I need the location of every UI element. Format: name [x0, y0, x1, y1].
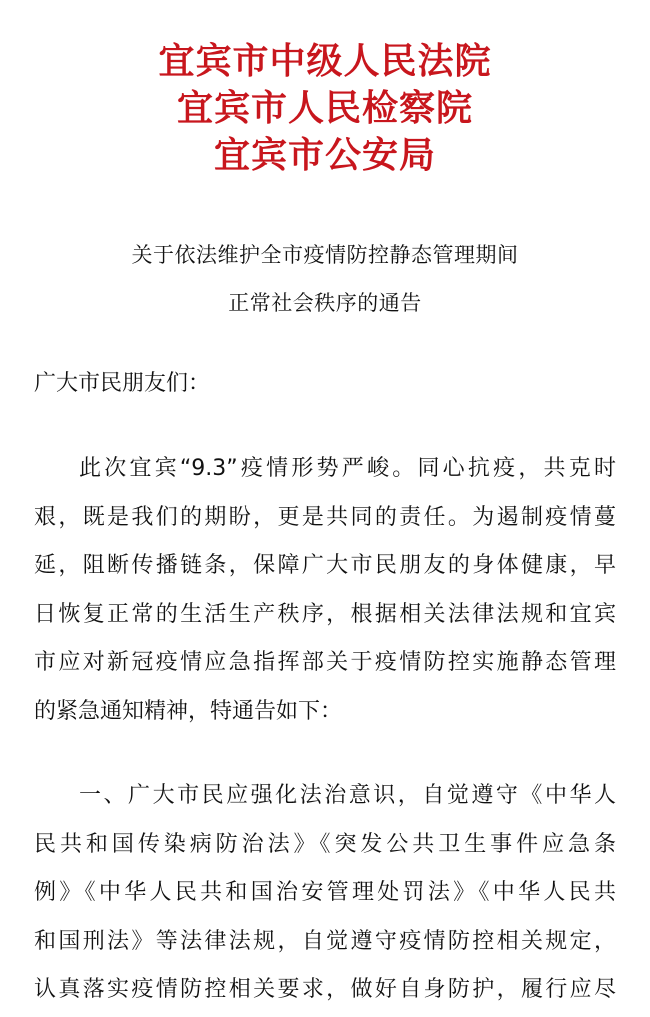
title-line: 关于依法维护全市疫情防控静态管理期间: [131, 243, 519, 267]
paragraph-line: 延，阻断传播链条，保障广大市民朋友的身体健康，早: [34, 553, 616, 578]
paragraph-line: 的紧急通知精神，特通告如下：: [34, 698, 343, 724]
paragraph-line: 认真落实疫情防控相关要求，做好自身防护，履行应尽: [34, 977, 616, 1002]
paragraph-line: 艰，既是我们的期盼，更是共同的责任。为遏制疫情蔓: [34, 504, 616, 530]
salutation: 广大市民朋友们：: [34, 371, 211, 396]
issuer-public-security: 宜宾市公安局: [213, 135, 436, 176]
paragraph-line: 市应对新冠疫情应急指挥部关于疫情防控实施静态管理: [34, 650, 616, 675]
paragraph-line: 例》《中华人民共和国治安管理处罚法》《中华人民共: [34, 880, 616, 905]
paragraph-line: 此次宜宾“9.3”疫情形势严峻。同心抗疫，共克时: [79, 456, 616, 481]
issuer-procuratorate: 宜宾市人民检察院: [176, 88, 473, 129]
paragraph-intro: [34, 445, 616, 736]
paragraph-line: 日恢复正常的生活生产秩序，根据相关法律法规和宜宾: [34, 601, 616, 627]
notice-title: [0, 231, 650, 327]
paragraph-line: 和国刑法》等法律法规，自觉遵守疫情防控相关规定，: [34, 928, 616, 954]
title-line: 正常社会秩序的通告: [228, 291, 422, 315]
paragraph-line: 一、广大市民应强化法治意识，自觉遵守《中华人: [79, 783, 616, 808]
paragraph-line: 民共和国传染病防治法》《突发公共卫生事件应急条: [34, 831, 616, 857]
issuer-block: [0, 38, 650, 179]
issuer-court: 宜宾市中级人民法院: [158, 41, 492, 82]
paragraph-item-one: [34, 772, 616, 1015]
